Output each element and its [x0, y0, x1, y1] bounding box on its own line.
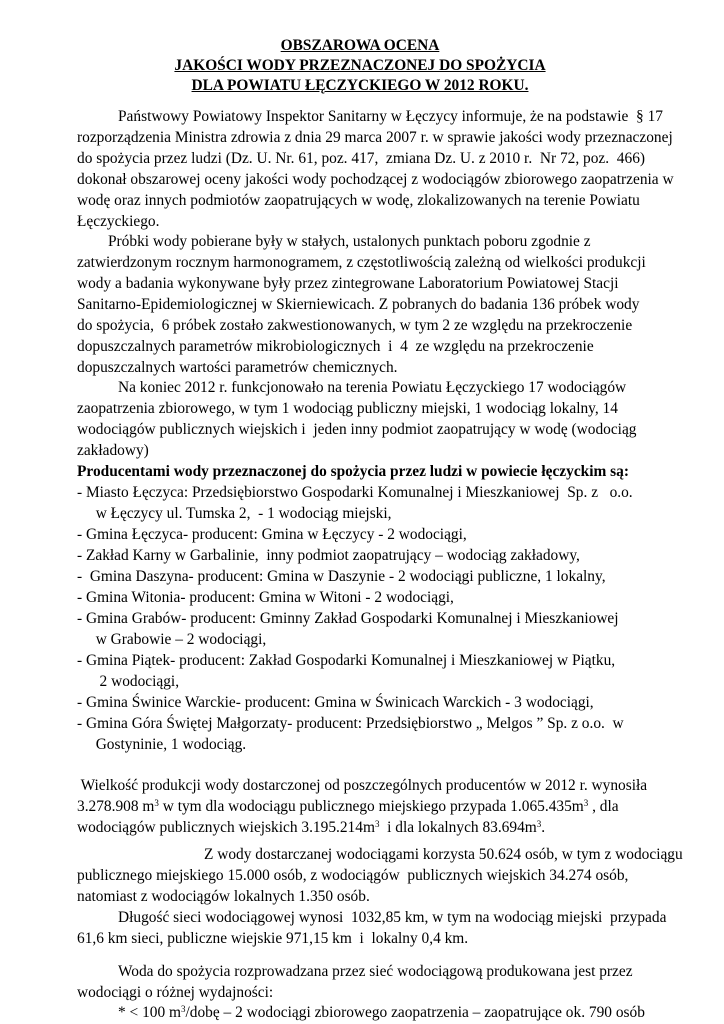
production-text: i dla lokalnych 83.694m: [379, 819, 537, 836]
producer-item: - Gmina Witonia- producent: Gmina w Witoni - 2 wodociągi,: [77, 589, 454, 606]
intro-line: wodę oraz innych podmiotów zaopatrujących w wodę, zlokalizowanych na terenie Powiatu: [77, 192, 640, 209]
producer-item: 2 wodociągi,: [88, 673, 180, 690]
intro-line: do spożycia przez ludzi (Dz. U. Nr. 61, poz. 417, zmiana Dz. U. z 2010 r. Nr 72, poz. 466): [77, 150, 646, 167]
samples-line: Próbki wody pobierane były w stałych, ustalonych punktach poboru zgodnie z: [108, 233, 591, 250]
users-line: publicznego miejskiego 15.000 osób, z wodociągów publicznych wiejskich 34.274 osób,: [77, 867, 629, 884]
producer-item: Gostyninie, 1 wodociąg.: [88, 736, 247, 753]
document-title: [60, 36, 660, 96]
superscript: 3: [536, 819, 542, 829]
production-line: [77, 797, 619, 817]
waterworks-line: wodociągów publicznych wiejskich i jeden inny podmiot zaopatrujący w wodę (wodociąg: [77, 421, 637, 438]
waterworks-line: zaopatrzenia zbiorowego, w tym 1 wodociąg publiczny miejski, 1 wodociąg lokalny, 14: [77, 400, 618, 417]
capacity-text: /dobę – 2 wodociągi zbiorowego zaopatrzenia – zaopatrujące ok. 790 osób: [185, 1004, 645, 1021]
capacity-line: Woda do spożycia rozprowadzana przez sieć wodociągową produkowana jest przez: [118, 963, 633, 980]
production-line: Wielkość produkcji wody dostarczonej od poszczególnych producentów w 2012 r. wynosiła: [77, 777, 648, 794]
producers-heading: Producentami wody przeznaczonej do spożycia przez ludzi w powiecie łęczyckim są:: [77, 463, 629, 480]
samples-line: zatwierdzonym rocznym harmonogramem, z częstotliwością zależną od wielkości produkcji: [77, 254, 646, 271]
producer-item: - Gmina Góra Świętej Małgorzaty- producent: Przedsiębiorstwo „ Melgos ” Sp. z o.o. w: [77, 715, 624, 732]
samples-line: do spożycia, 6 próbek zostało zakwestionowanych, w tym 2 ze względu na przekroczenie: [77, 317, 633, 334]
producer-item: - Gmina Grabów- producent: Gminny Zakład Gospodarki Komunalnej i Mieszkaniowej: [77, 610, 619, 627]
superscript: 3: [374, 819, 380, 829]
network-line: Długość sieci wodociągowej wynosi 1032,85 km, w tym na wodociąg miejski przypada: [118, 909, 667, 926]
samples-line: dopuszczalnych parametrów mikrobiologicznych i 4 ze względu na przekroczenie: [77, 338, 594, 355]
producer-item: - Gmina Piątek- producent: Zakład Gospodarki Komunalnej i Mieszkaniowej w Piątku,: [77, 652, 616, 669]
superscript: 3: [583, 798, 589, 808]
production-text: 3.278.908 m: [77, 798, 155, 815]
network-line: 61,6 km sieci, publiczne wiejskie 971,15 km i lokalny 0,4 km.: [77, 930, 469, 947]
waterworks-line: Na koniec 2012 r. funkcjonowało na terenia Powiatu Łęczyckiego 17 wodociągów: [118, 379, 627, 396]
producer-item: w Grabowie – 2 wodociągi,: [88, 631, 267, 648]
producer-item: - Miasto Łęczyca: Przedsiębiorstwo Gospodarki Komunalnej i Mieszkaniowej Sp. z o.o.: [77, 484, 633, 501]
superscript: 3: [154, 798, 159, 808]
production-text: , dla: [588, 798, 619, 815]
intro-line: rozporządzenia Ministra zdrowia z dnia 29 marca 2007 r. w sprawie jakości wody przeznaczonej: [77, 129, 673, 146]
capacity-text: * < 100 m: [118, 1004, 181, 1021]
producer-item: w Łęczycy ul. Tumska 2, - 1 wodociąg miejski,: [88, 505, 392, 522]
intro-line: dokonał obszarowej oceny jakości wody pochodzącej z wodociągów zbiorowego zaopatrzenia w: [77, 171, 674, 188]
title-line-1: OBSZAROWA OCENA: [280, 37, 440, 54]
intro-line: Państwowy Powiatowy Inspektor Sanitarny w Łęczycy informuje, że na podstawie § 17: [118, 108, 663, 125]
title-line-3: DLA POWIATU ŁĘCZYCKIEGO W 2012 ROKU.: [191, 77, 529, 94]
producer-item: - Gmina Łęczyca- producent: Gmina w Łęczycy - 2 wodociągi,: [77, 526, 467, 543]
production-text: w tym dla wodociągu publicznego miejskiego przypada 1.065.435m: [158, 798, 584, 815]
superscript: 3: [180, 1004, 186, 1014]
intro-line: Łęczyckiego.: [77, 213, 160, 230]
production-text: .: [541, 819, 546, 836]
producer-item: - Zakład Karny w Garbalinie, inny podmiot zaopatrujący – wodociąg zakładowy,: [77, 547, 580, 564]
samples-line: dopuszczalnych wartości parametrów chemicznych.: [77, 359, 398, 376]
users-line: natomiast z wodociągów lokalnych 1.350 osób.: [77, 888, 370, 905]
production-text: wodociągów publicznych wiejskich 3.195.214m: [77, 819, 375, 836]
production-line: [77, 818, 545, 838]
producer-item: - Gmina Świnice Warckie- producent: Gmina w Świnicach Warckich - 3 wodociągi,: [77, 694, 594, 711]
samples-line: wody a badania wykonywane były przez zintegrowane Laboratorium Powiatowej Stacji: [77, 275, 619, 292]
producer-item: - Gmina Daszyna- producent: Gmina w Daszynie - 2 wodociągi publiczne, 1 lokalny,: [77, 568, 606, 585]
title-line-2: JAKOŚCI WODY PRZEZNACZONEJ DO SPOŻYCIA: [174, 57, 546, 74]
capacity-line: wodociągi o różnej wydajności:: [77, 984, 274, 1001]
capacity-item: [118, 1003, 645, 1023]
users-line: Z wody dostarczanej wodociągami korzysta 50.624 osób, w tym z wodociągu: [204, 846, 683, 863]
samples-line: Sanitarno-Epidemiologicznej w Skierniewicach. Z pobranych do badania 136 próbek wody: [77, 296, 640, 313]
waterworks-line: zakładowy): [77, 442, 149, 459]
